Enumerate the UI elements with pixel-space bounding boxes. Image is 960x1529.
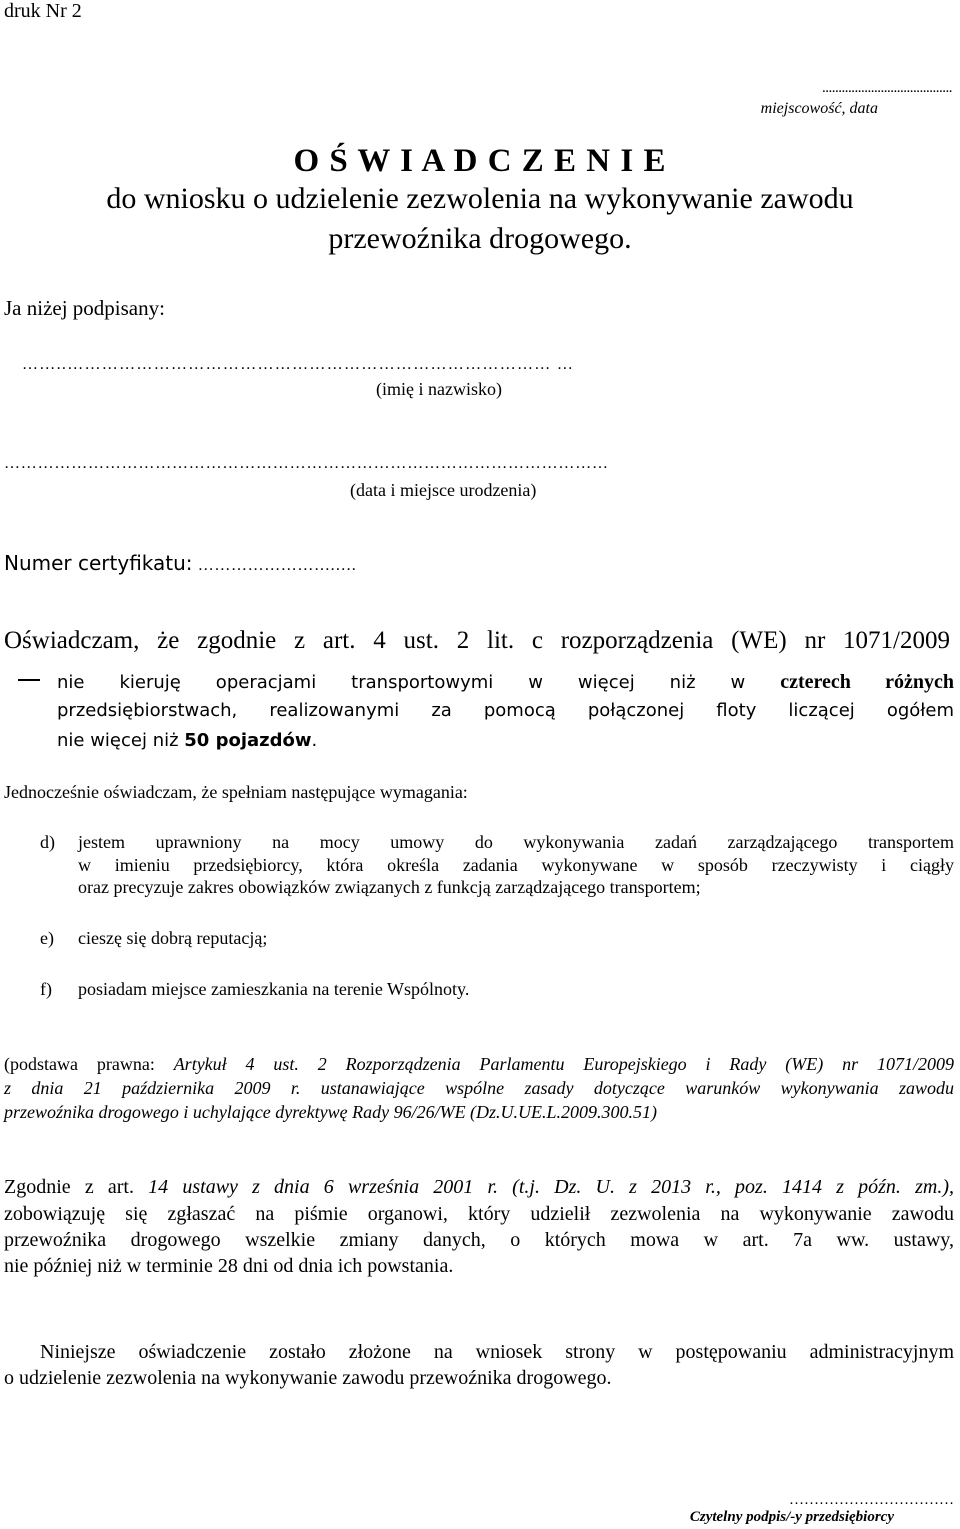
legal-basis-reference: Artykuł 4 ust. 2 Rozporządzenia Parlamentu Europejskiego i Rady (WE) nr 1071/2009 [173,1054,954,1074]
declaration-vehicles-emphasis: 50 pojazdów [184,730,312,751]
name-dots: ……..………………………………………………………………………… … [22,356,575,373]
declaration-line-3 [57,730,317,751]
declaration-line-3-text: nie więcej niż [57,730,185,751]
title-line-3: przewoźnika drogowego. [328,222,632,255]
requirement-d-line-1: jestem uprawniony na mocy umowy do wykonywania zadań zarządzającego transportem [78,832,954,852]
requirement-f-marker: f) [40,979,52,999]
obligation-line-3: przewoźnika drogowego wszelkie zmiany danych, o których mowa w art. 7a ww. ustawy, [4,1229,954,1251]
certificate-label: Numer certyfikatu: [4,551,193,575]
legal-basis-line-1 [4,1054,954,1075]
signature-caption: Czytelny podpis/-y przedsiębiorcy [689,1509,894,1525]
legal-basis-line-2: z dnia 21 października 2009 r. ustanawiające wspólne zasady dotyczące warunków wykonywania zawodu [4,1078,954,1098]
document-title: O Ś W I A D C Z E N I E [293,143,667,179]
obligation-line-1 [4,1176,954,1199]
closing-line-1: Niniejsze oświadczenie zostało złożone na wniosek strony w postępowaniu administracyjnym [40,1341,954,1363]
obligation-line-4: nie później niż w terminie 28 dni od dnia ich powstania. [4,1255,454,1277]
requirement-d-line-3: oraz precyzuje zakres obowiązków związanych z funkcją zarządzającego transportem; [78,877,701,897]
declaration-line-3-end: . [311,730,318,751]
obligation-lead: Zgodnie z art. [4,1176,149,1198]
name-caption: (imię i nazwisko) [376,379,502,399]
signature-dots: …………………………… [789,1492,954,1508]
place-date-dots: ........................................ [822,80,952,96]
requirement-e-marker: e) [40,928,54,948]
declaration-companies-emphasis: czterech różnych [780,671,954,693]
birth-caption: (data i miejsce urodzenia) [350,480,537,500]
legal-basis-label: (podstawa prawna: [4,1054,174,1074]
bullet-dash [18,679,40,681]
declaration-line-1-text: nie kieruję operacjami transportowymi w więcej niż w [57,672,781,693]
declaration-intro: Oświadczam, że zgodnie z art. 4 ust. 2 lit. c rozporządzenia (WE) nr 1071/2009 [4,627,950,654]
certificate-row [4,551,356,576]
title-line-2: do wniosku o udzielenie zezwolenia na wykonywanie zawodu [106,182,854,215]
birth-dots: ……………………………………………………………………………………………… [4,455,609,472]
document-label: druk Nr 2 [4,0,82,22]
requirement-d-marker: d) [40,832,55,852]
obligation-line-2: zobowiązuję się zgłaszać na piśmie organowi, który udzielił zezwolenia na wykonywanie zawodu [4,1203,954,1225]
closing-line-2: o udzielenie zezwolenia na wykonywanie zawodu przewoźnika drogowego. [4,1367,612,1389]
declaration-line-1 [57,671,954,694]
requirements-intro: Jednocześnie oświadczam, że spełniam następujące wymagania: [4,782,468,802]
requirement-e-text: cieszę się dobrą reputacją; [78,928,268,948]
signer-label: Ja niżej podpisany: [4,296,165,320]
requirement-f-text: posiadam miejsce zamieszkania na terenie Wspólnoty. [78,979,470,999]
legal-basis-line-3: przewoźnika drogowego i uchylające dyrektywę Rady 96/26/WE (Dz.U.UE.L.2009.300.51) [4,1102,658,1122]
obligation-act-reference: 14 ustawy z dnia 6 września 2001 r. (t.j. Dz. U. z 2013 r., poz. 1414 z późn. zm.), [148,1176,955,1198]
declaration-line-2: przedsiębiorstwach, realizowanymi za pomocą połączonej floty liczącej ogółem [57,700,954,721]
requirement-d-line-2: w imieniu przedsiębiorcy, która określa zadania wykonywane w sposób rzeczywisty i ciągły [78,855,954,875]
certificate-dots: …………………….…. [197,557,357,574]
place-date-caption: miejscowość, data [760,100,878,117]
